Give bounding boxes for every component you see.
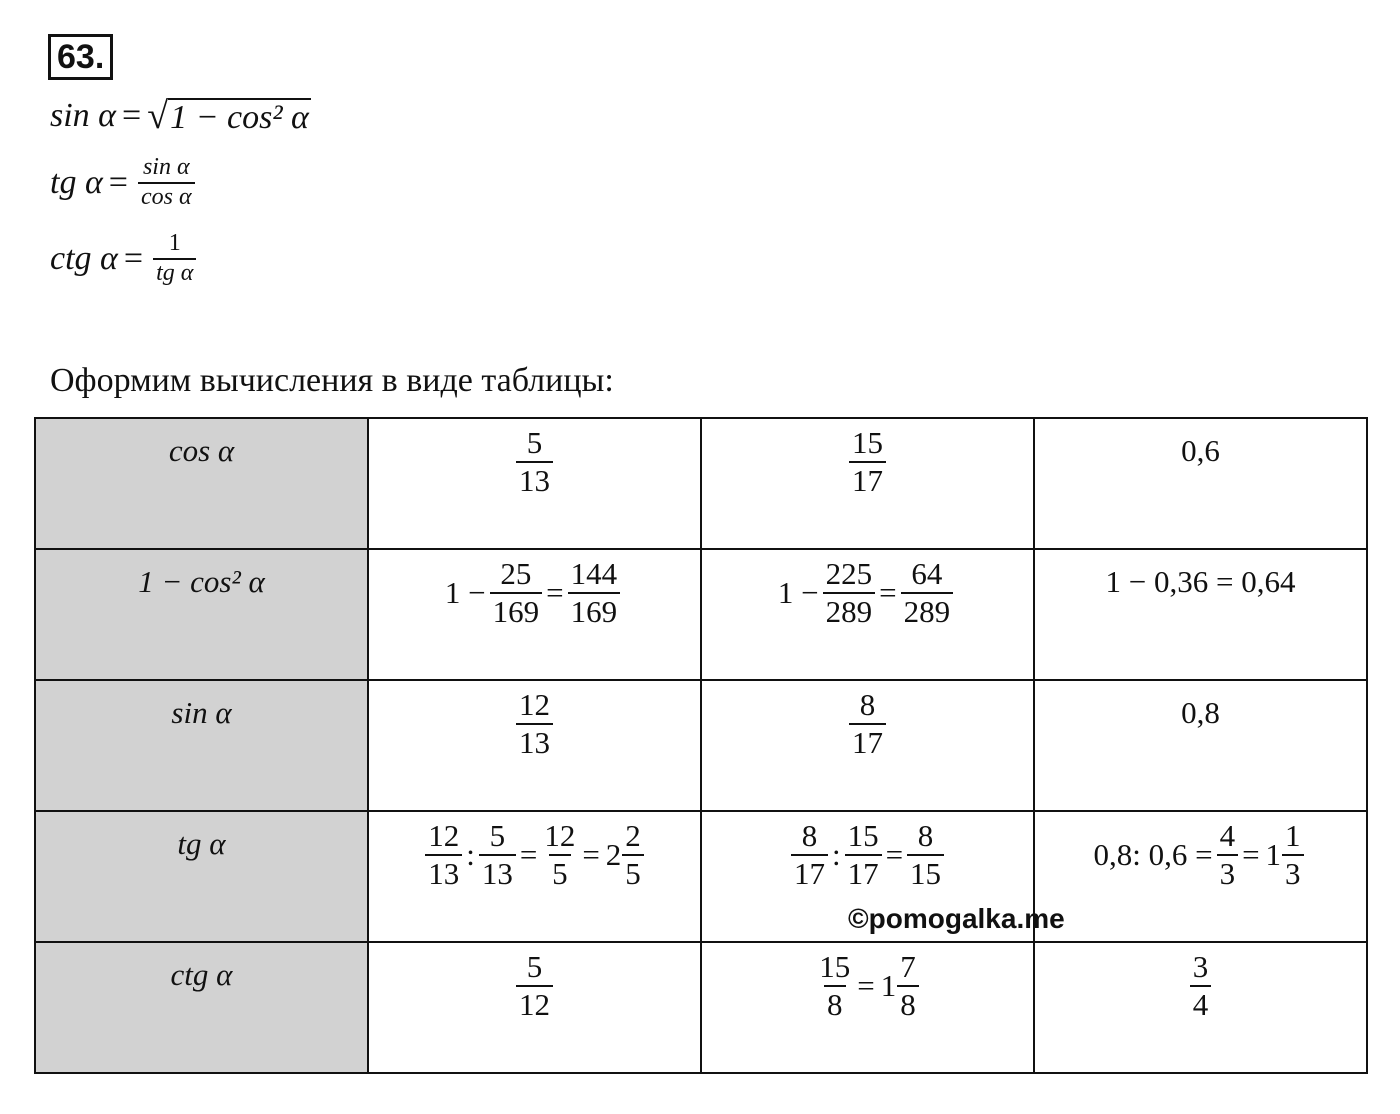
table-row (35, 811, 1367, 942)
table-row (35, 549, 1367, 680)
intro-text: Оформим вычисления в виде таблицы: (50, 362, 614, 399)
equals-sign: = (122, 97, 142, 134)
fraction: $\frac{5}{13}$ (516, 425, 553, 498)
table-cell (368, 418, 701, 549)
table-cell: 1 − $\frac{225}{289}$ = $\frac{64}{289}$ (701, 549, 1034, 680)
equals-sign: = (123, 239, 144, 277)
table-cell: $\frac{12}{13}$ (368, 680, 701, 811)
formula-ctg-fraction (153, 230, 196, 287)
table-cell: $\frac{8}{17}$ : $\frac{15}{17}$ = $\frac{8}{15}$ (701, 811, 1034, 942)
table-cell: 0,8 (1034, 680, 1367, 811)
formula-sin-lhs: sin α (50, 97, 117, 134)
table-cell: 1 − $\frac{25}{169}$ = $\frac{144}{169}$ (368, 549, 701, 680)
formula-sin-radicand: 1 − cos² α (170, 99, 309, 136)
radical-icon: √ (147, 95, 169, 137)
table-cell: $\frac{3}{4}$ (1034, 942, 1367, 1073)
fraction: $\frac{15}{17}$ (849, 425, 886, 498)
table-cell: $\frac{12}{13}$ : $\frac{5}{13}$ = $\frac{12}{5}$ = 2 $\frac{2}{5}$ (368, 811, 701, 942)
table-row (35, 942, 1367, 1073)
formula-ctg (50, 230, 200, 287)
row-header-sin: sin α (35, 680, 368, 811)
row-header-tg: tg α (35, 811, 368, 942)
formula-tg (50, 154, 199, 211)
table-cell: $\frac{5}{12}$ (368, 942, 701, 1073)
problem-number: 63. (48, 34, 113, 80)
fraction-denominator: tg α (153, 258, 196, 288)
row-header-cos: cos α (35, 418, 368, 549)
formula-tg-lhs: tg α (50, 163, 103, 201)
formula-sin (50, 96, 311, 136)
formula-tg-fraction (138, 154, 195, 211)
watermark: ©pomogalka.me (848, 903, 1065, 934)
table-cell: 0,8: 0,6 = $\frac{4}{3}$ = 1 $\frac{1}{3}$ (1034, 811, 1367, 942)
fraction-denominator: cos α (138, 182, 195, 212)
square-root (147, 96, 311, 136)
fraction-numerator: sin α (142, 154, 190, 180)
table-cell: 1 − 0,36 = 0,64 (1034, 549, 1367, 680)
table-cell: $\frac{15}{8}$ = 1 $\frac{7}{8}$ (701, 942, 1034, 1073)
calculation-table (34, 417, 1368, 1074)
table-cell (701, 418, 1034, 549)
table-row (35, 418, 1367, 549)
table-cell: $\frac{8}{17}$ (701, 680, 1034, 811)
equals-sign: = (108, 163, 128, 201)
formula-ctg-lhs: ctg α (50, 239, 118, 277)
row-header-ctg: ctg α (35, 942, 368, 1073)
fraction-numerator: 1 (168, 230, 181, 256)
table-cell: 0,6 (1034, 418, 1367, 549)
table-row (35, 680, 1367, 811)
row-header-one-minus-cos-squared: 1 − cos² α (35, 549, 368, 680)
